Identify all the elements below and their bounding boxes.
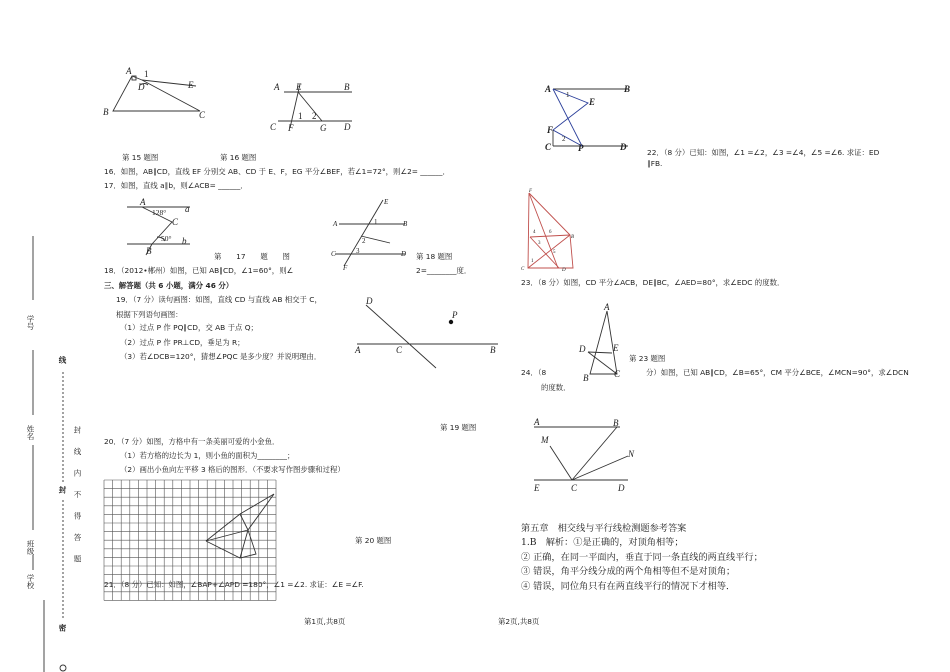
fig17-label-b-point: B bbox=[146, 246, 152, 256]
fig18-label-3: 3 bbox=[356, 247, 360, 255]
fig19-label-c: C bbox=[396, 345, 403, 355]
fig15-label-b: B bbox=[103, 107, 109, 117]
fig18-label-d: D bbox=[401, 250, 407, 258]
fig21-label-2: 2 bbox=[562, 135, 566, 143]
fig16-label-a: A bbox=[274, 82, 280, 92]
q23-text: 23．（8 分）如图，CD 平分∠ACB，DE∥BC，∠AED=80°，求∠EDC 的度数． bbox=[521, 278, 785, 287]
fig21-label-f: F bbox=[547, 125, 554, 135]
fig18-label-1: 1 bbox=[374, 218, 378, 226]
fig23b-label-e: E bbox=[613, 343, 619, 353]
fig23-label-5: 5 bbox=[553, 250, 556, 255]
q20-text-b: （1）若方格的边长为 1，则小鱼的面积为________； bbox=[120, 451, 295, 460]
fig16-label-2: 2 bbox=[312, 111, 317, 121]
fig18-label-a: A bbox=[333, 220, 338, 228]
fig21-path bbox=[553, 89, 588, 146]
fig24-label-b: B bbox=[613, 418, 619, 428]
fig15-label-1: 1 bbox=[144, 69, 149, 79]
margin-banji: 班级 bbox=[26, 540, 35, 555]
fig18-label-e: E bbox=[384, 198, 389, 206]
fig24-label-a: A bbox=[534, 417, 540, 427]
q24-text-c: 的度数． bbox=[541, 383, 571, 392]
fig15-label-c: C bbox=[199, 110, 206, 120]
answer-1: 1.B 解析：①是正确的，对顶角相等； bbox=[521, 537, 684, 548]
fig23b-de bbox=[588, 352, 612, 353]
fig19-label-p: P bbox=[452, 310, 458, 320]
fig23b-label-a: A bbox=[604, 302, 610, 312]
fig23-label-1: 1 bbox=[531, 259, 534, 264]
q24-text-a: 24．（8 bbox=[521, 368, 547, 377]
answer-2: ② 正确，在同一平面内，垂直于同一条直线的两直线平行； bbox=[521, 552, 763, 563]
fig23b-label-c: C bbox=[614, 369, 621, 379]
fig23-label-d: D bbox=[562, 268, 566, 273]
fig17-label-50: 50° bbox=[161, 234, 172, 243]
q16-caption: 第 16 题图 bbox=[220, 153, 257, 162]
margin-xuehao: 学号 bbox=[26, 315, 35, 330]
fig23b-dc bbox=[588, 352, 617, 374]
fig19-label-d: D bbox=[366, 296, 373, 306]
fig19-label-b: B bbox=[490, 345, 496, 355]
q19-text-b: 根据下列语句画图： bbox=[116, 310, 183, 319]
fig21-label-b: B bbox=[624, 84, 631, 94]
fig15-label-d: D bbox=[138, 82, 145, 92]
fig24-label-e: E bbox=[534, 483, 540, 493]
fig16-label-b: B bbox=[344, 82, 350, 92]
section-3-heading: 三、解答题（共 6 小题，满分 46 分） bbox=[104, 281, 234, 290]
fig23-label-3: 3 bbox=[538, 241, 541, 246]
fig24-line-cb bbox=[572, 427, 617, 480]
fig17-label-a-line: a bbox=[185, 204, 190, 214]
q18-text-b: 2=________度． bbox=[416, 266, 472, 275]
answer-4: ④ 错误，同位角只有在两直线平行的情况下才相等． bbox=[521, 581, 736, 592]
fig23-line-4 bbox=[528, 235, 570, 268]
fig15-label-a: A bbox=[126, 66, 132, 76]
binding-circle bbox=[60, 665, 66, 671]
q21-text: 21．（8 分）已知：如图，∠BAP+∠APD =180°，∠1 =∠2. 求证：∠E =∠F. bbox=[104, 580, 364, 589]
fig19-line-cd bbox=[366, 305, 436, 368]
fig24-label-d: D bbox=[618, 483, 625, 493]
q20-text-c: （2）画出小鱼向左平移 3 格后的图形．（不要求写作图步骤和过程） bbox=[120, 465, 345, 474]
fig16-label-1: 1 bbox=[298, 111, 303, 121]
fig24-label-m: M bbox=[541, 435, 549, 445]
fig23-label-f: F bbox=[529, 189, 533, 194]
q16-text: 16．如图，AB∥CD，直线 EF 分别交 AB、CD 于 E、F，EG 平分∠BEF，若∠1=72°，则∠2= ______． bbox=[104, 167, 450, 176]
fig21-label-a: A bbox=[545, 84, 552, 94]
fig19-point-p bbox=[449, 320, 453, 324]
fig18-label-f: F bbox=[343, 264, 348, 272]
fig17-label-c: C bbox=[172, 217, 179, 227]
fig21-label-d: D bbox=[620, 142, 627, 152]
fig18-transversal bbox=[344, 200, 383, 266]
answer-3: ③ 错误，角平分线分成的两个角相等但不是对顶角； bbox=[521, 566, 736, 577]
fig23-line-1 bbox=[530, 235, 570, 237]
fig16-label-c: C bbox=[270, 122, 277, 132]
q19-caption: 第 19 题图 bbox=[440, 423, 477, 432]
fig17-label-b-line: b bbox=[182, 236, 187, 246]
fig23b-label-d: D bbox=[579, 344, 586, 354]
fig23-label-6: 6 bbox=[549, 230, 552, 235]
q20-caption: 第 20 题图 bbox=[355, 536, 392, 545]
fig21-label-c: C bbox=[545, 142, 552, 152]
q19-text-a: 19．（7 分）读句画图：如图，直线 CD 与直线 AB 相交于 C， bbox=[116, 295, 322, 304]
fig21-label-1: 1 bbox=[566, 91, 570, 99]
margin-feng: 封 bbox=[58, 486, 67, 494]
fig16-label-f: F bbox=[288, 123, 294, 133]
fig16-label-e: E bbox=[296, 82, 302, 92]
fig23-label-4: 4 bbox=[533, 230, 536, 235]
q15-caption: 第 15 题图 bbox=[122, 153, 159, 162]
q18-text-a: 18．（2012•郴州）如图，已知 AB∥CD，∠1=60°，则∠ bbox=[104, 266, 294, 275]
answers-title: 第五章 相交线与平行线检测题参考答案 bbox=[521, 523, 687, 534]
q23-caption: 第 23 题图 bbox=[629, 354, 666, 363]
fig18-label-c: C bbox=[331, 250, 336, 258]
fig23-label-c: C bbox=[521, 267, 525, 272]
q19-text-c: （1）过点 P 作 PQ∥CD，交 AB 于点 Q； bbox=[120, 323, 258, 332]
fig16-label-d: D bbox=[344, 122, 351, 132]
margin-xian: 线 bbox=[58, 356, 67, 364]
right-page-footer: 第2页,共8页 bbox=[498, 617, 540, 626]
q22-text-b: ∥FB. bbox=[647, 159, 663, 168]
fig21-label-p: P bbox=[578, 143, 584, 153]
fig24-line-cm bbox=[550, 446, 572, 480]
fig19-label-a: A bbox=[355, 345, 361, 355]
q19-text-d: （2）过点 P 作 PR⊥CD，垂足为 R； bbox=[120, 338, 245, 347]
fig24-label-c: C bbox=[571, 483, 578, 493]
fig16-label-g: G bbox=[320, 123, 327, 133]
fig24-label-n: N bbox=[628, 449, 635, 459]
margin-xingming: 姓名 bbox=[26, 425, 35, 440]
fig17-label-a-point: A bbox=[140, 197, 146, 207]
fig18-label-b: B bbox=[403, 220, 408, 228]
fig23-label-b: B bbox=[571, 235, 575, 240]
q17-text: 17．如图，直线 a∥b，则∠ACB= ______． bbox=[104, 181, 248, 190]
fig15-label-e: E bbox=[188, 80, 194, 90]
fig20-fish bbox=[206, 494, 274, 558]
fig20-grid bbox=[104, 480, 276, 600]
margin-warning: 封线内不得答题 bbox=[73, 426, 82, 577]
fig18-label-2: 2 bbox=[362, 237, 366, 245]
fig23b-label-b: B bbox=[583, 373, 589, 383]
q19-text-e: （3）若∠DCB=120°，猜想∠PQC 是多少度？并说明理由． bbox=[120, 352, 322, 361]
q22-text-a: 22．（8 分）已知：如图，∠1 =∠2，∠3 =∠4，∠5 =∠6. 求证：ED bbox=[647, 148, 880, 157]
fig24-line-cn bbox=[572, 456, 628, 480]
q18-caption: 第 18 题图 bbox=[416, 252, 453, 261]
margin-xuexiao: 学校 bbox=[26, 574, 35, 589]
q20-text-a: 20．（7 分）如图，方格中有一条美丽可爱的小金鱼． bbox=[104, 437, 280, 446]
q17-caption: 第 17 题 图 bbox=[214, 252, 290, 261]
left-page-footer: 第1页,共8页 bbox=[304, 617, 346, 626]
fig17-label-128: 128° bbox=[152, 208, 167, 217]
q24-text-b: 分）如图，已知 AB∥CD，∠B=65°，CM 平分∠BCE，∠MCN=90°，求∠DCN bbox=[646, 368, 909, 377]
fig21-label-e: E bbox=[589, 97, 596, 107]
margin-mi: 密 bbox=[58, 624, 67, 632]
